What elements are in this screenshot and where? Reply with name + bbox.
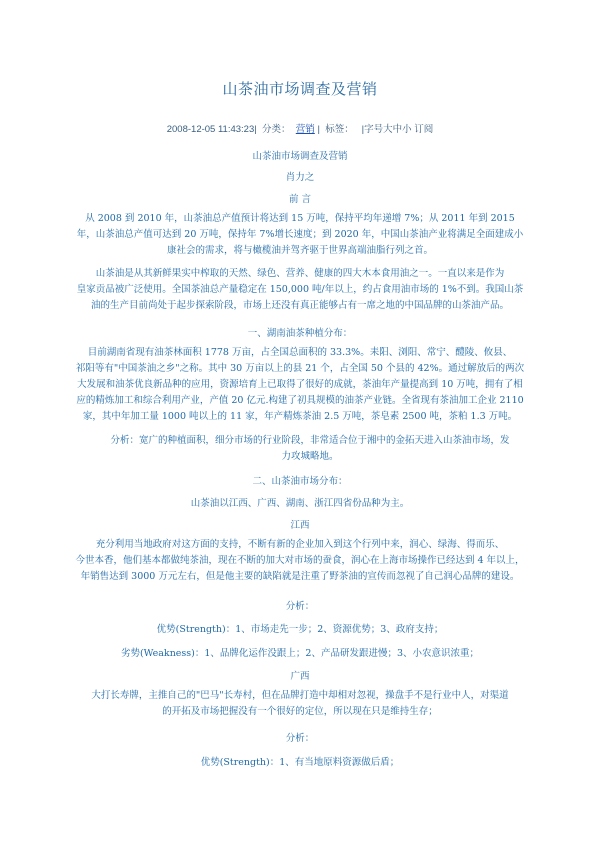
preface-paragraph-2 xyxy=(70,266,530,314)
guangxi-strength: 优势(Strength)：1、有当地原料资源做后盾； xyxy=(200,757,400,768)
jiangxi-analysis-label: 分析： xyxy=(285,601,315,612)
jiangxi-weakness: 劣势(Weakness)：1、品牌化运作没跟上；2、产品研发跟进慢；3、小农意识浓重； xyxy=(120,648,480,659)
text-line: 康社会的需求，将与橄榄油并驾齐驱于世界高端油脂行列之首。 xyxy=(166,245,433,256)
text-line: 力攻城略地。 xyxy=(281,451,339,462)
section-2-heading: 二、山茶油市场分布： xyxy=(252,476,348,487)
text-line: 家，其中年加工量 1000 吨以上的 11 家，年产精炼茶油 2.5 万吨，茶皂素 2500 吨，茶粕 1.3 万吨。 xyxy=(82,411,518,422)
post-meta: 2008-12-05 11:43:23| 分类： 营销 | 标签： |字号大中小 订阅 xyxy=(166,124,434,135)
text-line: 的开拓及市场把握没有一个很好的定位，所以现在只是维持生存； xyxy=(162,706,438,717)
text-line: 分析：宽广的种植面积，细分市场的行业阶段，非常适合位于湘中的金拓天进入山茶油市场，发 xyxy=(110,435,510,446)
text-line: 充分利用当地政府对这方面的支持，不断有新的企业加入到这个行列中来，润心、绿海、得而乐、 xyxy=(95,539,505,550)
page-title: 山茶油市场调查及营销 xyxy=(222,80,378,98)
guangxi-analysis-label: 分析： xyxy=(285,733,315,744)
category-link[interactable]: 营销 xyxy=(295,124,315,135)
section-1-analysis xyxy=(110,433,510,465)
preface-paragraph-1 xyxy=(70,211,530,259)
section-1-heading: 一、湖南油茶种植分布： xyxy=(247,328,353,339)
article-author: 肖力之 xyxy=(285,172,315,183)
text-line: 山茶油是从其新鲜果实中榨取的天然、绿色、营养、健康的四大木本食用油之一。一直以来是作为 xyxy=(95,268,505,279)
text-line: 大打长寿牌，主推自己的"巴马"长寿村，但在品牌打造中却相对忽视，操盘手不是行业中人，对渠道 xyxy=(91,690,509,701)
text-line: 祁阳等有"中国茶油之乡"之称。其中 30 万亩以上的县 21 个，占全国 50 个县的 42%。通过解放后的两次 xyxy=(75,363,525,374)
text-line: 应的精炼加工和综合利用产业，产值 20 亿元.构建了初具规模的油茶产业链。全省现有茶油加工企业 2110 xyxy=(76,395,524,406)
text-line: 今世本香，他们基本都做纯茶油，现在不断的加大对市场的蚕食，润心在上海市场操作已经达到 4 年以上， xyxy=(75,555,525,566)
text-line: 年销售达到 3000 万元左右，但是他主要的缺陷就是注重了野茶油的宣传而忽视了自己润心品牌的建设。 xyxy=(80,571,520,582)
text-line: 年，山茶油总产值可达到 20 万吨，保持年 7%增长速度；到 2020 年，中国山茶油产业将满足全面建成小 xyxy=(76,229,524,240)
text-line: 油的生产目前尚处于起步探索阶段，市场上还没有真正能够占有一席之地的中国品牌的山茶油产品。 xyxy=(90,300,509,311)
section-2-intro: 山茶油以江西、广西、湖南、浙江四省份品种为主。 xyxy=(190,498,410,509)
section-1-paragraph xyxy=(70,345,530,425)
preface-heading: 前 言 xyxy=(288,194,312,205)
post-timestamp: 2008-12-05 11:43:23 xyxy=(166,124,255,135)
text-line: 皇家贡品被广泛使用。全国茶油总产量稳定在 150,000 吨/年以上，约占食用油市场的 1%不到。我国山茶 xyxy=(76,284,524,295)
jiangxi-strength: 优势(Strength)：1、市场走先一步；2、资源优势；3、政府支持； xyxy=(156,624,444,635)
article-subtitle: 山茶油市场调查及营销 xyxy=(252,151,348,162)
text-line: 目前湖南省现有油茶林面积 1778 万亩，占全国总面积的 33.3%。耒阳、浏阳、常宁、醴陵、攸县、 xyxy=(87,347,513,358)
category-label: 分类： xyxy=(262,124,291,135)
text-line: 从 2008 到 2010 年，山茶油总产值预计将达到 15 万吨，保持平均年递增 7%；从 2011 年到 2015 xyxy=(85,213,515,224)
tags-label: 标签： xyxy=(325,124,354,135)
font-size-controls[interactable]: |字号大中小 订阅 xyxy=(361,124,434,135)
jiangxi-heading: 江西 xyxy=(290,520,310,531)
text-line: 大发展和油茶优良新品种的应用，资源培育上已取得了很好的成就，茶油年产量提高到 10 万吨，拥有了相 xyxy=(77,379,523,390)
guangxi-paragraph xyxy=(70,688,530,720)
jiangxi-paragraph xyxy=(70,537,530,585)
guangxi-heading: 广西 xyxy=(290,671,310,682)
